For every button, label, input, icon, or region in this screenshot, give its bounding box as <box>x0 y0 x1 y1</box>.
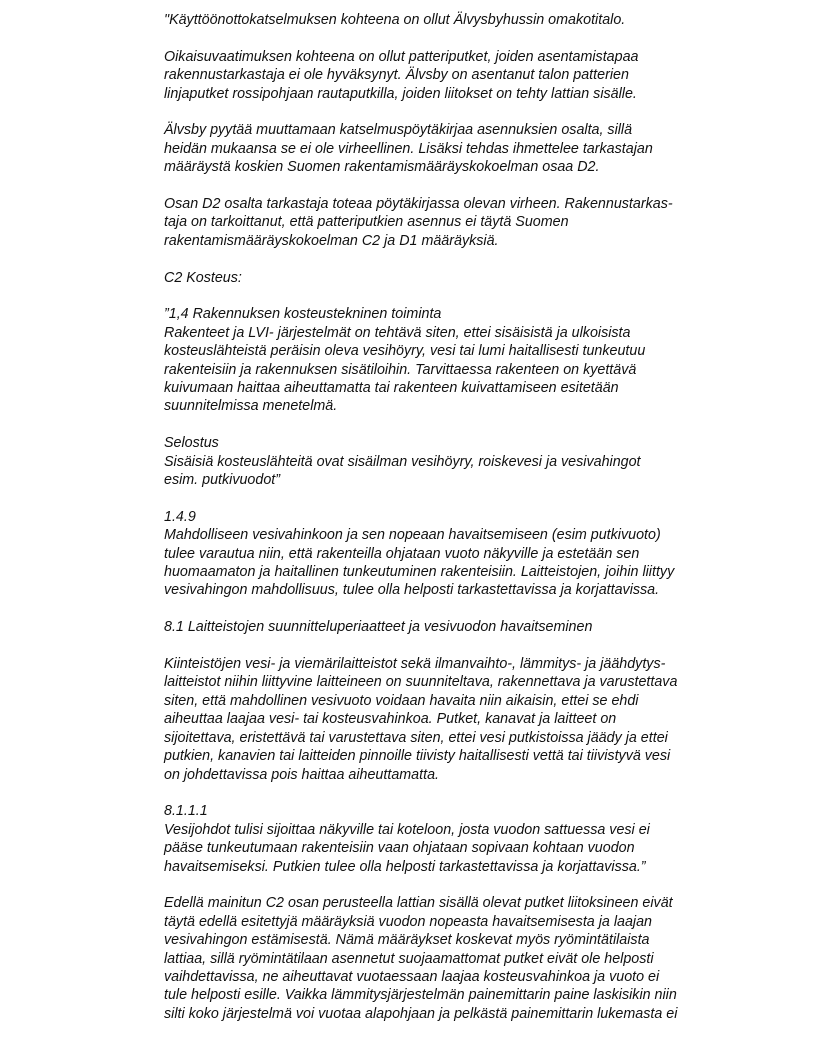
text-line: Älvsby pyytää muuttamaan katselmuspöytäkirjaa asennuksien osalta, sillä <box>164 122 633 139</box>
text-line: Edellä mainitun C2 osan perusteella lattian sisällä olevat putket liitoksineen eivät <box>164 895 673 912</box>
text-line: havaitsemiseksi. Putkien tulee olla helposti tarkastettavissa ja korjattavissa.” <box>164 858 646 875</box>
text-line: Oikaisuvaatimuksen kohteena on ollut patteriputket, joiden asentamistapaa <box>164 48 639 65</box>
text-line: kosteuslähteistä peräisin oleva vesihöyry, vesi tai lumi haitallisesti tunkeutuu <box>164 343 646 360</box>
paragraph <box>164 195 764 250</box>
text-line: rakenteisiin ja rakennuksen sisätiloihin. Tarvittaessa rakenteen on kyettävä <box>164 361 637 378</box>
text-line: rakennustarkastaja ei ole hyväksynyt. Älvsby on asentanut talon patterien <box>164 67 629 84</box>
paragraph <box>164 894 764 1023</box>
paragraph <box>164 48 764 103</box>
text-line: silti koko järjestelmä voi vuotaa alapohjaan ja pelkästä painemittarin lukemasta ei <box>164 1005 678 1022</box>
paragraph <box>164 508 764 600</box>
text-line: sijoitettava, eristettävä tai varustettava siten, ettei vesi putkistoissa jäädy ja ettei <box>164 729 668 746</box>
text-line: putkien, kanavien tai laitteiden pinnoille tiivisty haitallisesti vettä tai tiivistyvä vesi <box>164 748 671 765</box>
text-line: suunnitelmissa menetelmä. <box>164 398 338 415</box>
paragraph <box>164 121 764 176</box>
text-line: täytä edellä esitettyjä määräyksiä vuodon nopeasta havaitsemisesta ja laajan <box>164 913 652 930</box>
text-line: 8.1.1.1 <box>164 803 208 820</box>
paragraph <box>164 11 764 29</box>
text-line: aiheuttaa laajaa vesi- tai kosteusvahinkoa. Putket, kanavat ja laitteet on <box>164 711 617 728</box>
document-body <box>164 11 764 1042</box>
paragraph <box>164 802 764 876</box>
text-line: heidän mukaansa se ei ole virheellinen. Lisäksi tehdas ihmettelee tarkastajan <box>164 140 653 157</box>
paragraph <box>164 269 764 287</box>
text-line: Sisäisiä kosteuslähteitä ovat sisäilman vesihöyry, roiskevesi ja vesivahingot <box>164 453 641 470</box>
text-line: rakentamismääräyskokoelman C2 ja D1 määräyksiä. <box>164 232 499 249</box>
text-line: Vesijohdot tulisi sijoittaa näkyville tai koteloon, josta vuodon sattuessa vesi ei <box>164 821 650 838</box>
text-line: 8.1 Laitteistojen suunnitteluperiaatteet ja vesivuodon havaitseminen <box>164 619 593 636</box>
text-line: vesivahingon mahdollisuus, tulee olla helposti tarkastettavissa ja korjattavissa. <box>164 582 660 599</box>
text-line: 1.4.9 <box>164 508 196 525</box>
text-line: vaihdettavissa, ne aiheuttavat vuotaessaan laajaa kosteusvahinkoa ja vuoto ei <box>164 968 660 985</box>
text-line: tulee varautua niin, että rakenteilla ohjataan vuoto näkyville ja estetään sen <box>164 545 640 562</box>
paragraph <box>164 618 764 636</box>
text-line: on johdettavissa pois haittaa aiheuttamatta. <box>164 766 439 783</box>
text-line: "Käyttöönottokatselmuksen kohteena on ollut Älvysbyhussin omakotitalo. <box>164 12 626 28</box>
text-line: Kiinteistöjen vesi- ja viemärilaitteistot sekä ilmanvaihto-, lämmitys- ja jäähdytys- <box>164 656 666 673</box>
text-line: Selostus <box>164 435 219 452</box>
text-line: huomaamaton ja haitallinen tunkeutuminen rakenteisiin. Laitteistojen, joihin liittyy <box>164 564 675 581</box>
text-line: ”1,4 Rakennuksen kosteustekninen toiminta <box>164 306 442 323</box>
text-line: lattiaa, sillä ryömintätilaan asennetut suojaamattomat putket eivät ole helposti <box>164 950 654 967</box>
text-line: laitteistot niihin liittyvine laitteineen on suunniteltava, rakennettava ja varustettava <box>164 674 678 691</box>
text-line: määräystä koskien Suomen rakentamismääräyskokoelman osaa D2. <box>164 159 600 176</box>
text-line: kuivumaan haittaa aiheuttamatta tai rakenteen kuivattamiseen esitetään <box>164 380 619 397</box>
paragraph <box>164 434 764 489</box>
text-line: C2 Kosteus: <box>164 269 242 286</box>
text-line: linjaputket rossipohjaan rautaputkilla, joiden liitokset on tehty lattian sisälle. <box>164 85 637 102</box>
text-line: Rakenteet ja LVI- järjestelmät on tehtävä siten, ettei sisäisistä ja ulkoisista <box>164 324 631 341</box>
text-line: vesivahingon estämisestä. Nämä määräykset koskevat myös ryömintätilaista <box>164 932 650 949</box>
text-line: Osan D2 osalta tarkastaja toteaa pöytäkirjassa olevan virheen. Rakennustarkas- <box>164 196 673 213</box>
text-line: tule helposti esille. Vaikka lämmitysjärjestelmän painemittarin paine laskisikin niin <box>164 987 677 1004</box>
paragraph <box>164 655 764 784</box>
text-line: pääse tunkeutumaan rakenteisiin vaan ohjataan sopivaan kohtaan vuodon <box>164 840 635 857</box>
text-line: Mahdolliseen vesivahinkoon ja sen nopeaan havaitsemiseen (esim putkivuoto) <box>164 527 661 544</box>
paragraph <box>164 305 764 415</box>
text-line: taja on tarkoittanut, että patteriputkien asennus ei täytä Suomen <box>164 214 569 231</box>
text-line: esim. putkivuodot” <box>164 472 281 489</box>
text-line: siten, että mahdollinen vesivuoto voidaan havaita niin aikaisin, ettei se ehdi <box>164 692 639 709</box>
